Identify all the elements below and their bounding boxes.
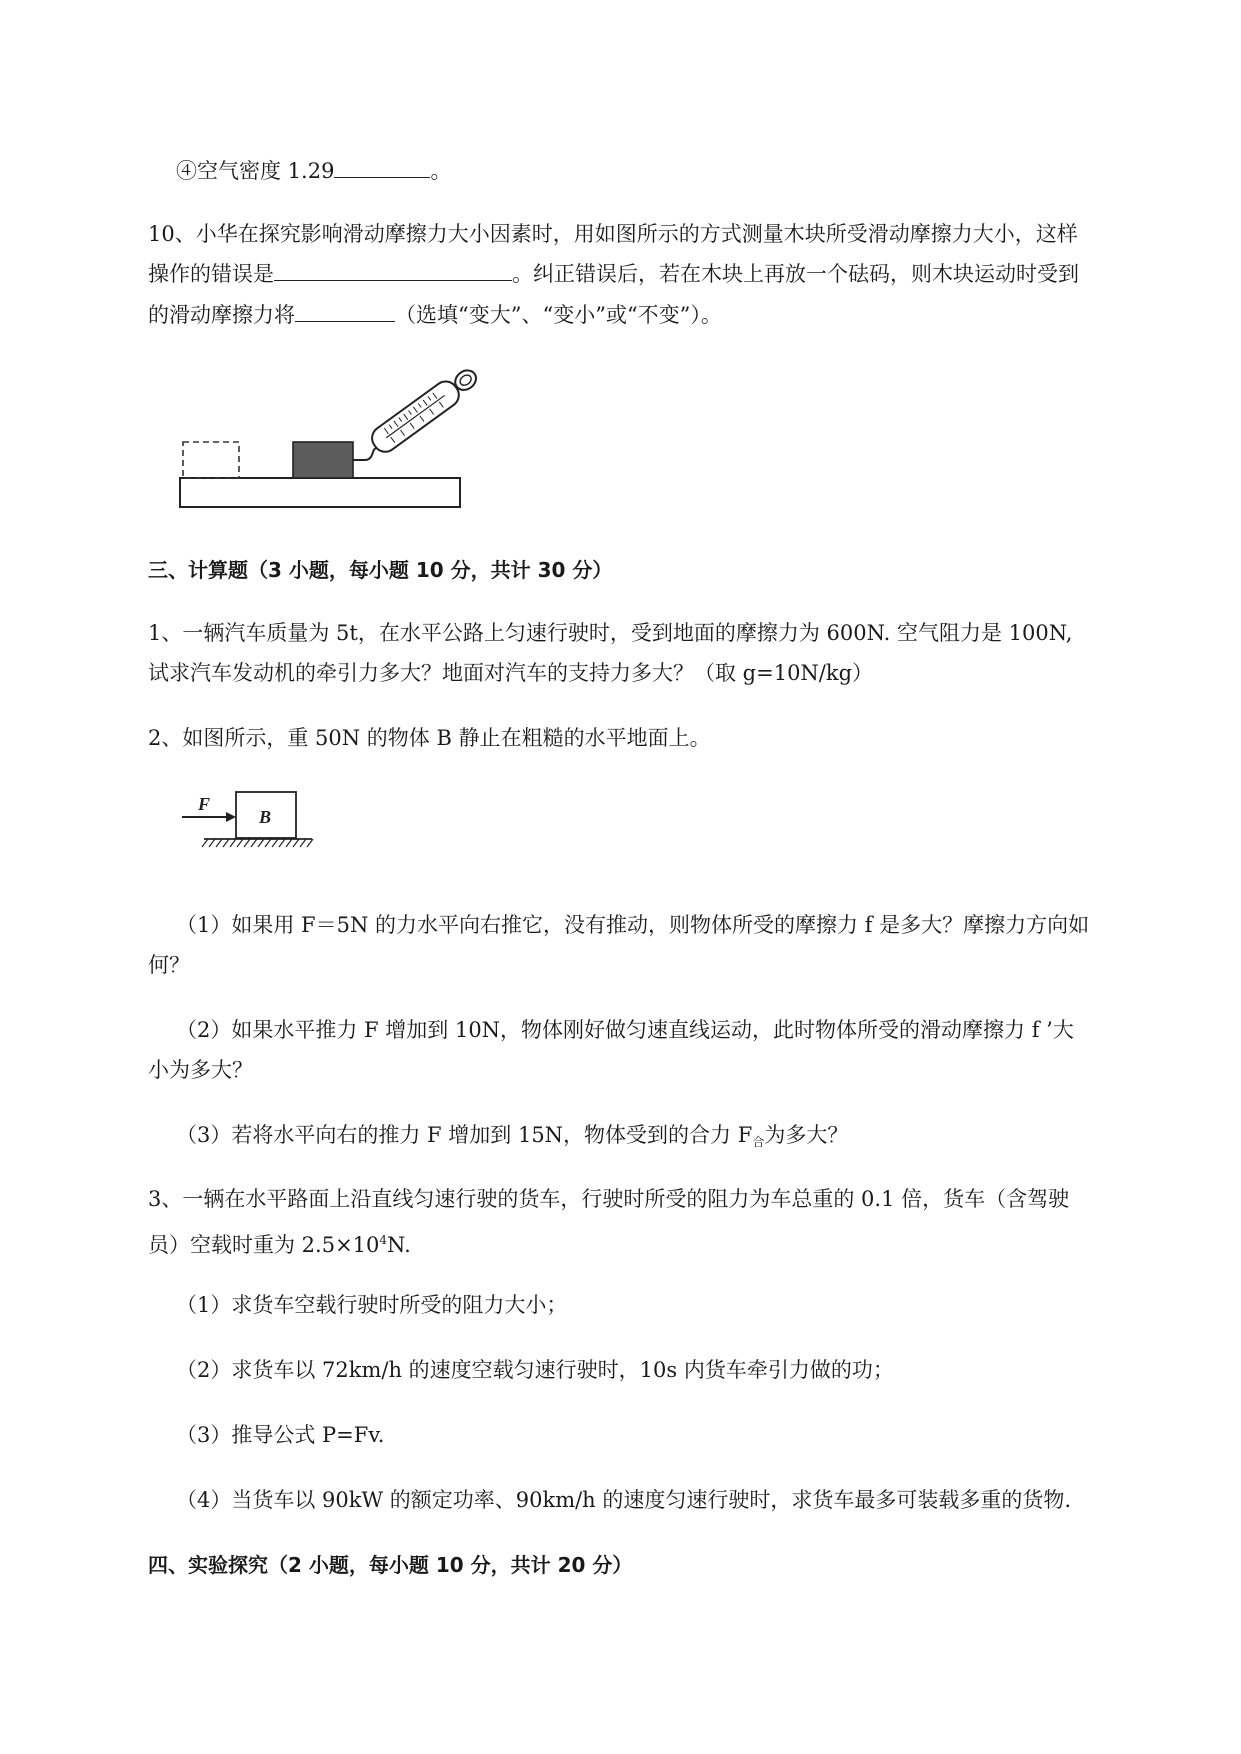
c3-line2-superscript: 4 bbox=[379, 1233, 388, 1247]
answer-blank bbox=[295, 301, 395, 322]
q9-item4 bbox=[176, 156, 451, 186]
c3-p4: （4）当货车以 90kW 的额定功率、90km/h 的速度匀速行驶时，求货车最多可装载多重的货物. bbox=[176, 1488, 1072, 1512]
answer-blank bbox=[334, 157, 430, 178]
c3-line1: 3、一辆在水平路面上沿直线匀速行驶的货车，行驶时所受的阻力为车总重的 0.1 倍，货车（含驾驶 bbox=[148, 1187, 1070, 1211]
section4-heading: 四、实验探究（2 小题，每小题 10 分，共计 20 分） bbox=[148, 1553, 633, 1577]
c2-p3 bbox=[176, 1120, 848, 1157]
c2-intro: 2、如图所示，重 50N 的物体 B 静止在粗糙的水平地面上。 bbox=[148, 726, 711, 750]
c1-line2: 试求汽车发动机的牵引力多大？地面对汽车的支持力多大？（取 g=10N/kg） bbox=[148, 661, 874, 685]
q10-line2-prefix: 操作的错误是 bbox=[148, 262, 274, 286]
c3-line2-prefix: 员）空载时重为 2.5×10 bbox=[148, 1233, 380, 1257]
c3-p1: （1）求货车空载行驶时所受的阻力大小； bbox=[176, 1293, 568, 1317]
board bbox=[180, 478, 460, 507]
c2-p1-line2: 何？ bbox=[148, 953, 190, 977]
c2-p3-suffix: 为多大？ bbox=[764, 1123, 849, 1147]
c2-p1-line1: （1）如果用 F＝5N 的力水平向右推它，没有推动，则物体所受的摩擦力 f 是多大？摩擦力方向如 bbox=[176, 913, 1090, 937]
q10-line2-suffix: 。纠正错误后，若在木块上再放一个砝码，则木块运动时受到 bbox=[512, 262, 1079, 286]
q10-line3 bbox=[148, 300, 722, 330]
c3-line2 bbox=[148, 1225, 411, 1260]
q10-line3-prefix: 的滑动摩擦力将 bbox=[148, 303, 295, 327]
c2-p2-line1: （2）如果水平推力 F 增加到 10N，物体刚好做匀速直线运动，此时物体所受的滑动摩擦力 f ’大 bbox=[176, 1018, 1074, 1042]
block-label: B bbox=[259, 807, 272, 827]
c3-line2-suffix: N. bbox=[387, 1233, 411, 1257]
c2-p3-subscript: 合 bbox=[752, 1135, 765, 1149]
c1-line1: 1、一辆汽车质量为 5t，在水平公路上匀速行驶时，受到地面的摩擦力为 600N. 空气阻力是 100N, bbox=[148, 621, 1073, 645]
force-label: F bbox=[198, 794, 211, 814]
arrow-head-icon bbox=[226, 812, 236, 822]
c2-p3-prefix: （3）若将水平向右的推力 F 增加到 15N，物体受到的合力 F bbox=[176, 1123, 753, 1147]
c3-p2: （2）求货车以 72km/h 的速度空载匀速行驶时，10s 内货车牵引力做的功； bbox=[176, 1358, 894, 1382]
q10-line2 bbox=[148, 259, 1079, 289]
wooden-block bbox=[293, 442, 353, 478]
q9-item4-text: ④空气密度 1.29 bbox=[176, 159, 335, 183]
answer-blank bbox=[274, 260, 512, 281]
dashed-block-outline bbox=[183, 442, 239, 478]
q9-item4-suffix: 。 bbox=[430, 159, 452, 183]
c3-p3: （3）推导公式 P=Fv. bbox=[176, 1423, 385, 1447]
section3-heading: 三、计算题（3 小题，每小题 10 分，共计 30 分） bbox=[148, 558, 613, 582]
c2-p2-line2: 小为多大？ bbox=[148, 1058, 253, 1082]
spring-scale bbox=[367, 363, 482, 456]
q10-line1: 10、小华在探究影响滑动摩擦力大小因素时，用如图所示的方式测量木块所受滑动摩擦力大小，这样 bbox=[148, 222, 1078, 246]
q10-line3-suffix: （选填“变大”、“变小”或“不变”）。 bbox=[395, 303, 722, 327]
ground-hatching bbox=[202, 839, 313, 847]
block-force-figure bbox=[180, 790, 320, 860]
friction-figure bbox=[175, 370, 485, 510]
